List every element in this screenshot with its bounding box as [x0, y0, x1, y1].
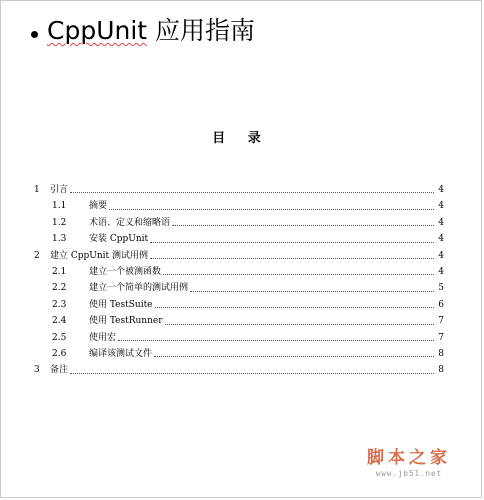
- toc-leader-dots: [118, 340, 434, 341]
- bullet-icon: [31, 31, 38, 38]
- toc-title: 目 录: [212, 131, 270, 146]
- toc-entry-page: 4: [438, 217, 444, 228]
- toc-entry-text: 建立 CppUnit 测试用例: [50, 250, 149, 261]
- toc-entry[interactable]: [34, 215, 444, 231]
- toc-entry-page: 4: [438, 250, 444, 261]
- toc-entry-number: 2: [34, 250, 40, 261]
- toc-entry[interactable]: [34, 313, 444, 329]
- toc-entry-page: 4: [438, 234, 444, 245]
- toc-leader-dots: [109, 209, 434, 210]
- toc-entry-number: 2.5: [52, 332, 67, 343]
- toc-entry[interactable]: [34, 297, 444, 313]
- toc-entry-number: 2.2: [52, 283, 67, 294]
- toc-entry-page: 4: [438, 266, 444, 277]
- toc-entry[interactable]: [34, 182, 444, 198]
- toc-entry[interactable]: [34, 231, 444, 247]
- toc-entry-number: 2.3: [52, 299, 67, 310]
- toc-entry-page: 4: [438, 201, 444, 212]
- toc-entry-page: 5: [438, 283, 444, 294]
- watermark-title: 脚本之家: [367, 448, 451, 468]
- toc-entry-text: 建立一个被测函数: [89, 266, 162, 277]
- toc-entry[interactable]: [34, 362, 444, 378]
- toc-entry-text: 术语、定义和缩略语: [89, 217, 171, 228]
- toc-entry[interactable]: [34, 248, 444, 264]
- toc-entry-number: 1: [34, 184, 40, 195]
- toc-entry-number: 1.3: [52, 234, 67, 245]
- toc-entry-text: 引言: [50, 184, 69, 195]
- toc-leader-dots: [70, 373, 434, 374]
- toc-entry-text: 备注: [50, 365, 69, 376]
- toc-entry[interactable]: [34, 330, 444, 346]
- toc-entry-text: 使用 TestSuite: [89, 299, 153, 310]
- heading-latin: CppUnit: [47, 16, 148, 45]
- heading-text: [47, 15, 255, 47]
- toc-entry-page: 8: [438, 365, 444, 376]
- toc-entry-page: 6: [438, 299, 444, 310]
- watermark: [367, 443, 451, 478]
- toc-entry-page: 4: [438, 184, 444, 195]
- table-of-contents: [34, 182, 444, 379]
- heading-cjk: 应用指南: [147, 16, 256, 45]
- toc-entry-text: 摘要: [89, 201, 108, 212]
- toc-leader-dots: [155, 307, 434, 308]
- toc-entry-number: 3: [34, 365, 40, 376]
- toc-entry-text: 编译该测试文件: [89, 348, 153, 359]
- toc-entry-text: 使用 TestRunner: [89, 316, 163, 327]
- toc-entry-text: 使用宏: [89, 332, 117, 343]
- toc-entry-page: 7: [438, 332, 444, 343]
- toc-entry-number: 2.6: [52, 348, 67, 359]
- toc-leader-dots: [150, 242, 434, 243]
- toc-entry-page: 7: [438, 316, 444, 327]
- toc-entry[interactable]: [34, 346, 444, 362]
- toc-leader-dots: [172, 225, 434, 226]
- toc-entry-number: 1.2: [52, 217, 67, 228]
- toc-entry-page: 8: [438, 348, 444, 359]
- toc-entry[interactable]: [34, 264, 444, 280]
- toc-leader-dots: [163, 274, 434, 275]
- watermark-url: www.jb51.net: [375, 469, 443, 478]
- toc-entry-text: 安装 CppUnit: [89, 234, 149, 245]
- document-heading: [31, 15, 255, 47]
- toc-entry-number: 2.4: [52, 316, 67, 327]
- toc-leader-dots: [70, 192, 434, 193]
- toc-leader-dots: [165, 324, 434, 325]
- toc-entry-number: 1.1: [52, 201, 67, 212]
- toc-entry[interactable]: [34, 198, 444, 214]
- toc-entry-text: 建立一个简单的测试用例: [89, 283, 189, 294]
- toc-entry[interactable]: [34, 280, 444, 296]
- toc-leader-dots: [150, 258, 434, 259]
- toc-leader-dots: [190, 291, 434, 292]
- toc-entry-number: 2.1: [52, 266, 67, 277]
- toc-leader-dots: [154, 356, 434, 357]
